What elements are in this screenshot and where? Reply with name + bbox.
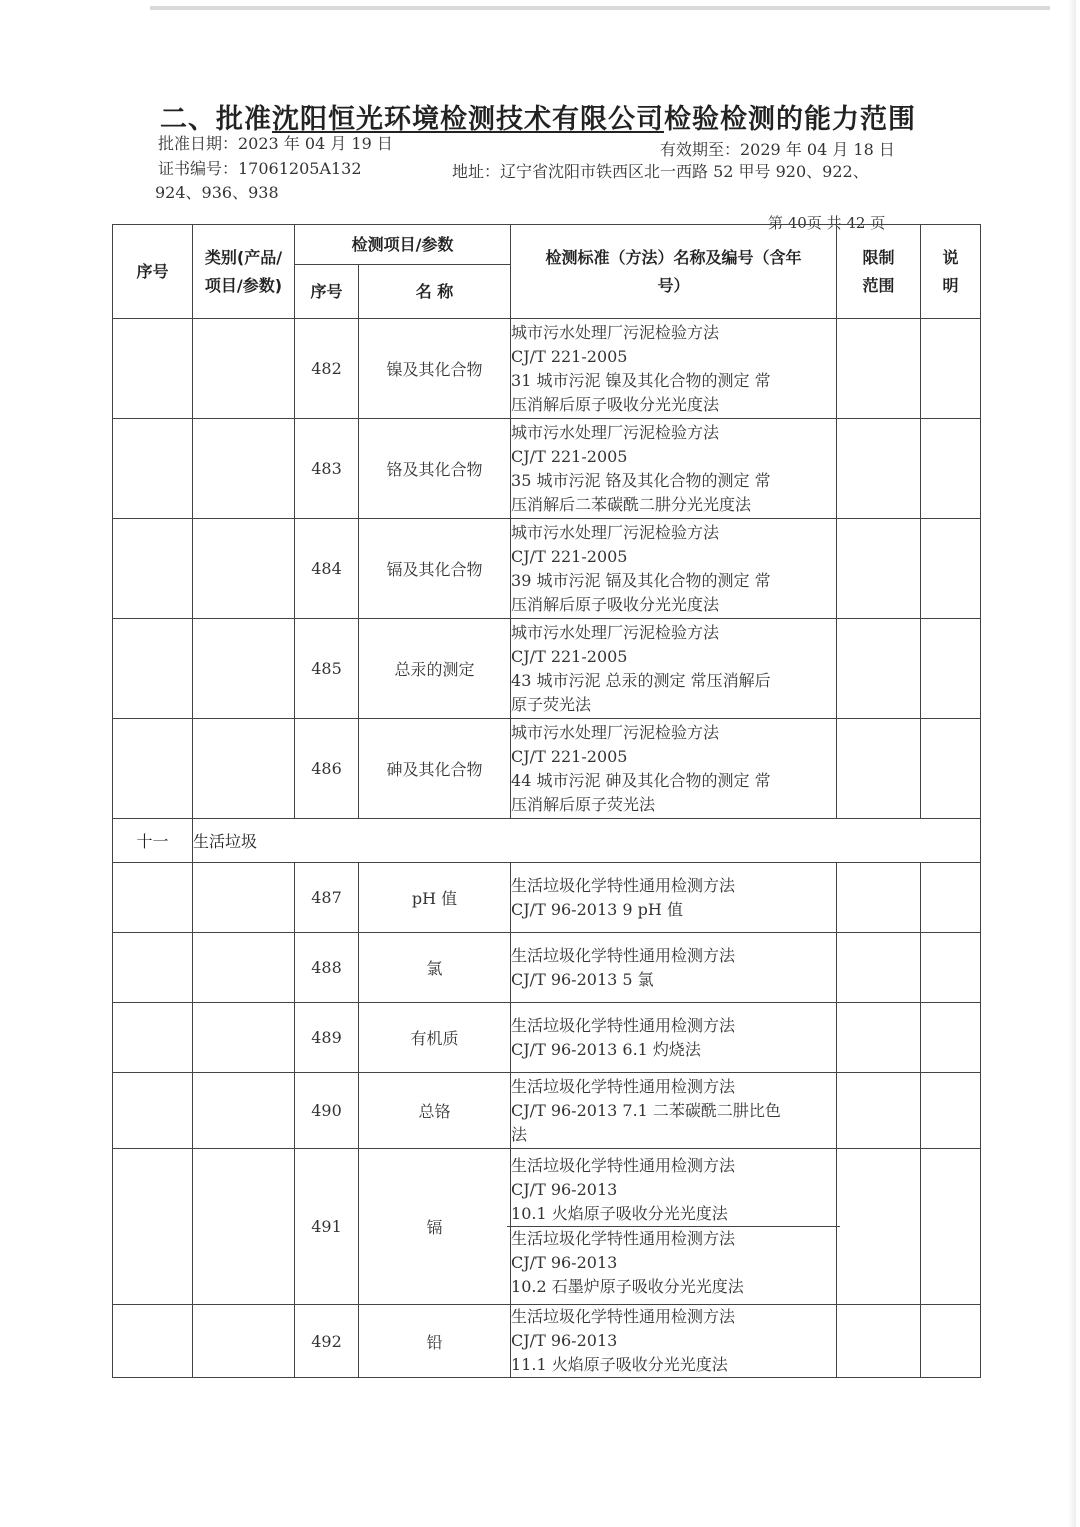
item-number: 483 xyxy=(295,419,359,519)
item-name: 总铬 xyxy=(359,1073,511,1149)
standard-cell xyxy=(511,1305,837,1378)
cell-category xyxy=(193,319,295,419)
standard-line: 11.1 火焰原子吸收分光光度法 xyxy=(511,1355,728,1374)
standard-line: 城市污水处理厂污泥检验方法 xyxy=(511,722,720,742)
standard-cell xyxy=(511,1003,837,1073)
standard-line: 31 城市污泥 镍及其化合物的测定 常 xyxy=(511,370,771,390)
standard-line: 城市污水处理厂污泥检验方法 xyxy=(511,622,720,642)
cell-note xyxy=(921,719,981,819)
item-name: 有机质 xyxy=(359,1003,511,1073)
table-row xyxy=(113,863,981,933)
item-name: 氯 xyxy=(359,933,511,1003)
valid-until: 有效期至：2029 年 04 月 18 日 xyxy=(660,140,895,159)
item-number: 482 xyxy=(295,319,359,419)
section-row xyxy=(113,819,981,863)
cell-note xyxy=(921,419,981,519)
standard-line: CJ/T 221-2005 xyxy=(511,546,628,566)
standard-cell xyxy=(511,933,837,1003)
table-row xyxy=(113,1149,981,1305)
cell-seq xyxy=(113,1073,193,1149)
item-name: 镍及其化合物 xyxy=(359,319,511,419)
cell-limit xyxy=(837,1149,921,1305)
table-row xyxy=(113,1003,981,1073)
title-suffix: 检验检测的能力范围 xyxy=(664,104,916,135)
standard-line: CJ/T 221-2005 xyxy=(511,646,628,666)
cell-limit xyxy=(837,519,921,619)
item-number: 490 xyxy=(295,1073,359,1149)
standard-line: 生活垃圾化学特性通用检测方法 xyxy=(511,1015,736,1035)
approve-date: 批准日期：2023 年 04 月 19 日 xyxy=(158,134,393,153)
standard-line: 法 xyxy=(511,1124,528,1144)
standard-line: CJ/T 96-2013 xyxy=(511,1253,618,1272)
standard-line: 城市污水处理厂污泥检验方法 xyxy=(511,522,720,542)
standard-line: 44 城市污泥 砷及其化合物的测定 常 xyxy=(511,770,771,790)
table-row xyxy=(113,1073,981,1149)
standard-line: 压消解后原子吸收分光光度法 xyxy=(511,594,720,614)
capability-table xyxy=(112,224,981,1378)
item-name: 铅 xyxy=(359,1305,511,1378)
table-header-row xyxy=(113,225,981,265)
standard-line: CJ/T 96-2013 5 氯 xyxy=(511,969,654,989)
standard-cell xyxy=(511,719,837,819)
section-name: 生活垃圾 xyxy=(193,819,981,863)
standard-line: CJ/T 96-2013 xyxy=(511,1331,618,1350)
cell-category xyxy=(193,1149,295,1305)
cell-limit xyxy=(837,863,921,933)
col-header-seq: 序号 xyxy=(113,225,193,319)
standard-line: CJ/T 96-2013 6.1 灼烧法 xyxy=(511,1039,701,1059)
cell-category xyxy=(193,863,295,933)
cell-limit xyxy=(837,1073,921,1149)
standard-line: 压消解后原子荧光法 xyxy=(511,794,656,814)
cell-seq xyxy=(113,1149,193,1305)
standard-line: 35 城市污泥 铬及其化合物的测定 常 xyxy=(511,470,771,490)
title-org: 沈阳恒光环境检测技术有限公司 xyxy=(272,104,664,135)
cell-note xyxy=(921,1149,981,1305)
cell-seq xyxy=(113,319,193,419)
cell-limit xyxy=(837,319,921,419)
cell-category xyxy=(193,419,295,519)
scan-edge-right xyxy=(1068,0,1076,1527)
standard-line: CJ/T 96-2013 xyxy=(511,1180,618,1199)
item-name: 砷及其化合物 xyxy=(359,719,511,819)
item-name: 镉及其化合物 xyxy=(359,519,511,619)
col-header-note: 说明 xyxy=(921,225,981,319)
cell-limit xyxy=(837,719,921,819)
table-row xyxy=(113,719,981,819)
cert-number: 证书编号：17061205A132 xyxy=(158,159,362,178)
page-info: 第 40页 共 42 页 xyxy=(768,214,886,232)
cell-limit xyxy=(837,619,921,719)
cell-seq xyxy=(113,519,193,619)
cell-limit xyxy=(837,1305,921,1378)
standard-line: 生活垃圾化学特性通用检测方法 xyxy=(507,1226,840,1251)
item-name: 总汞的测定 xyxy=(359,619,511,719)
standard-line: CJ/T 96-2013 9 pH 值 xyxy=(511,899,683,919)
standard-line: CJ/T 221-2005 xyxy=(511,746,628,766)
item-number: 489 xyxy=(295,1003,359,1073)
col-header-item-name: 名 称 xyxy=(359,265,511,319)
col-header-limit: 限制范围 xyxy=(837,225,921,319)
standard-cell xyxy=(511,619,837,719)
table-row xyxy=(113,619,981,719)
cell-note xyxy=(921,1073,981,1149)
standard-line: 生活垃圾化学特性通用检测方法 xyxy=(511,875,736,895)
col-header-item-group: 检测项目/参数 xyxy=(295,225,511,265)
standard-line: 生活垃圾化学特性通用检测方法 xyxy=(511,1076,736,1096)
table-row xyxy=(113,319,981,419)
cell-note xyxy=(921,1305,981,1378)
cell-seq xyxy=(113,719,193,819)
cell-category xyxy=(193,1003,295,1073)
item-number: 485 xyxy=(295,619,359,719)
scan-edge-top xyxy=(150,6,1050,10)
cell-seq xyxy=(113,1003,193,1073)
standard-cell xyxy=(511,863,837,933)
standard-line: 压消解后原子吸收分光光度法 xyxy=(511,394,720,414)
cell-note xyxy=(921,1003,981,1073)
table-row xyxy=(113,419,981,519)
item-name: 铬及其化合物 xyxy=(359,419,511,519)
standard-line: CJ/T 96-2013 7.1 二苯碳酰二肼比色 xyxy=(511,1100,781,1120)
standard-line: 生活垃圾化学特性通用检测方法 xyxy=(511,1307,736,1326)
standard-line: CJ/T 221-2005 xyxy=(511,446,628,466)
cell-limit xyxy=(837,933,921,1003)
standard-cell xyxy=(511,419,837,519)
standard-line: 10.2 石墨炉原子吸收分光光度法 xyxy=(511,1277,744,1296)
col-header-standard: 检测标准（方法）名称及编号（含年号） xyxy=(511,225,837,319)
standard-line: 城市污水处理厂污泥检验方法 xyxy=(511,422,720,442)
table-row xyxy=(113,519,981,619)
cell-seq xyxy=(113,419,193,519)
standard-cell xyxy=(511,1149,837,1305)
cell-category xyxy=(193,719,295,819)
address-continued: 924、936、938 xyxy=(155,183,279,202)
cell-note xyxy=(921,319,981,419)
cell-seq xyxy=(113,619,193,719)
item-number: 484 xyxy=(295,519,359,619)
cell-category xyxy=(193,933,295,1003)
standard-line: 43 城市污泥 总汞的测定 常压消解后 xyxy=(511,670,771,690)
standard-line: 生活垃圾化学特性通用检测方法 xyxy=(511,1156,736,1175)
cell-category xyxy=(193,519,295,619)
cell-category xyxy=(193,1305,295,1378)
item-number: 486 xyxy=(295,719,359,819)
col-header-item-seq: 序号 xyxy=(295,265,359,319)
title-prefix: 二、批准 xyxy=(160,104,272,135)
item-number: 491 xyxy=(295,1149,359,1305)
standard-cell xyxy=(511,319,837,419)
standard-line: 城市污水处理厂污泥检验方法 xyxy=(511,322,720,342)
item-number: 488 xyxy=(295,933,359,1003)
standard-line: 原子荧光法 xyxy=(511,694,592,714)
cell-seq xyxy=(113,933,193,1003)
cell-note xyxy=(921,863,981,933)
item-name: pH 值 xyxy=(359,863,511,933)
cell-seq xyxy=(113,1305,193,1378)
cell-category xyxy=(193,619,295,719)
table-row xyxy=(113,1305,981,1378)
cell-note xyxy=(921,933,981,1003)
section-number: 十一 xyxy=(113,819,193,863)
standard-line: 压消解后二苯碳酰二肼分光光度法 xyxy=(511,494,752,514)
item-number: 492 xyxy=(295,1305,359,1378)
standard-line: 生活垃圾化学特性通用检测方法 xyxy=(511,945,736,965)
cell-limit xyxy=(837,419,921,519)
table-row xyxy=(113,933,981,1003)
cell-category xyxy=(193,1073,295,1149)
item-number: 487 xyxy=(295,863,359,933)
cell-note xyxy=(921,619,981,719)
col-header-category: 类别(产品/项目/参数) xyxy=(193,225,295,319)
standard-cell xyxy=(511,519,837,619)
standard-line: 39 城市污泥 镉及其化合物的测定 常 xyxy=(511,570,771,590)
standard-line: CJ/T 221-2005 xyxy=(511,346,628,366)
cell-note xyxy=(921,519,981,619)
standard-line: 10.1 火焰原子吸收分光光度法 xyxy=(511,1204,728,1223)
cell-seq xyxy=(113,863,193,933)
standard-cell xyxy=(511,1073,837,1149)
item-name: 镉 xyxy=(359,1149,511,1305)
cell-limit xyxy=(837,1003,921,1073)
address: 地址：辽宁省沈阳市铁西区北一西路 52 甲号 920、922、 xyxy=(452,162,869,181)
